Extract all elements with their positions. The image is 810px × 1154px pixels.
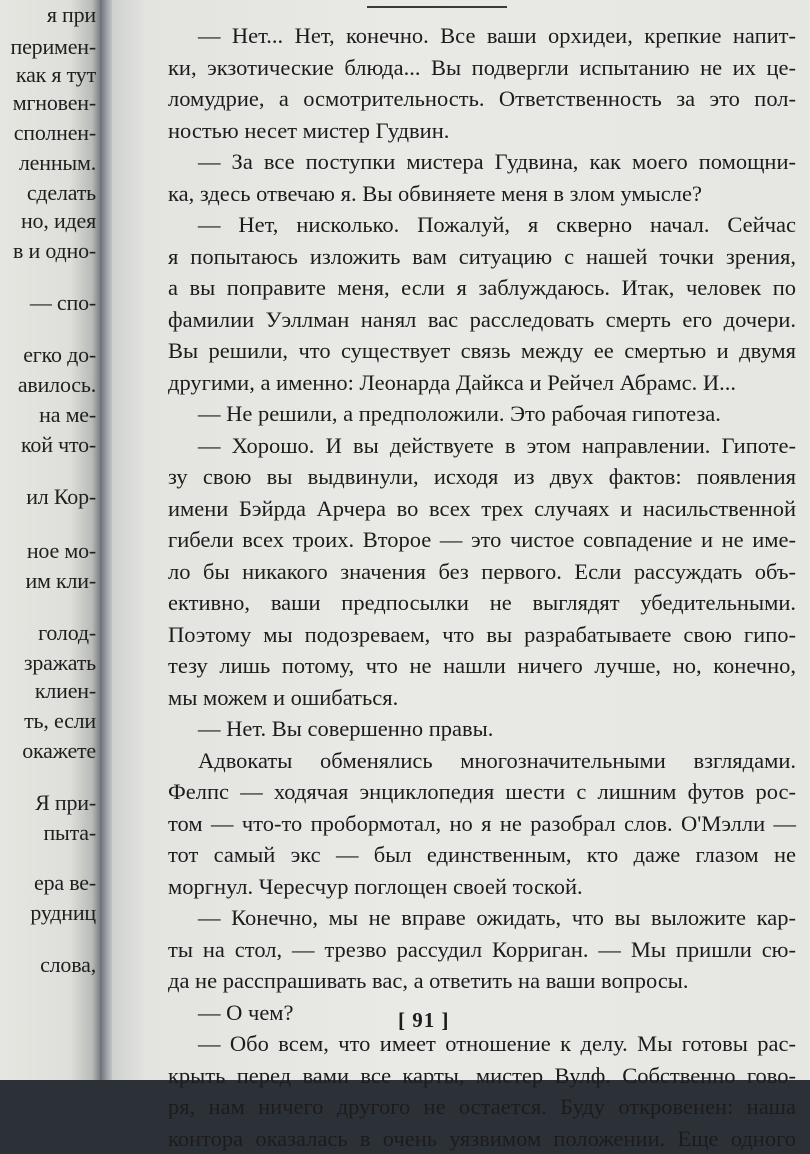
text-line: Поэтому мы подозреваем, что вы разрабатываете свою гипо- (168, 619, 796, 651)
text-line: ективно, ваши предпосылки не выглядят убедительными. (168, 587, 796, 619)
text-line: Вы решили, что существует связь между ее смертью и двумя (168, 335, 796, 367)
left-fragment: окажете (22, 738, 96, 764)
text-line: — Нет, нисколько. Пожалуй, я скверно начал. Сейчас (168, 209, 796, 241)
left-fragment: на ме- (39, 402, 96, 428)
left-fragment: ное мо- (27, 538, 96, 564)
text-line: фамилии Уэллман нанял вас расследовать смерть его дочери. (168, 304, 796, 336)
text-line: — Не решили, а предположили. Это рабочая гипотеза. (168, 398, 796, 430)
left-fragment: Я при- (35, 790, 96, 816)
left-fragment: сделать (27, 180, 96, 206)
text-line: контора оказалась в очень уязвимом положении. Еще одного (168, 1123, 796, 1154)
text-line: — Нет. Вы совершенно правы. (168, 713, 796, 745)
text-line: а вы поправите меня, если я заблуждаюсь. Итак, человек по (168, 272, 796, 304)
text-line: крыть перед вами все карты, мистер Вулф. Собственно гово- (168, 1060, 796, 1092)
text-line: — За все поступки мистера Гудвина, как моего помощни- (168, 146, 796, 178)
left-fragment: перимен- (11, 34, 97, 60)
left-fragment: ленным. (19, 150, 96, 176)
text-line: ты на стол, — трезво рассудил Корриган. — Мы пришли сю- (168, 934, 796, 966)
page-number: [ 91 ] (398, 1008, 450, 1033)
text-line: — Обо всем, что имеет отношение к делу. Мы готовы рас- (168, 1028, 796, 1060)
text-line: Адвокаты обменялись многозначительными взглядами. (168, 745, 796, 777)
text-line: ностью несет мистер Гудвин. (168, 115, 796, 147)
left-fragment: в и одно- (13, 238, 96, 264)
text-line: тот самый экс — был единственным, кто даже глазом не (168, 839, 796, 871)
left-fragment: пыта- (43, 820, 96, 846)
text-line: имени Бэйрда Арчера во всех трех случаях и насильственной (168, 493, 796, 525)
left-fragment: слова, (40, 952, 96, 978)
text-line: ломудрие, а осмотрительность. Ответственность за это пол- (168, 83, 796, 115)
right-page (112, 0, 810, 1080)
header-rule (367, 6, 507, 8)
text-line: да не расспрашивать вас, а ответить на ваши вопросы. (168, 965, 796, 997)
body-text (168, 20, 796, 1154)
text-line: зу свою вы выдвинули, исходя из двух фактов: появления (168, 461, 796, 493)
text-line: я попытаюсь изложить вам ситуацию с нашей точки зрения, (168, 241, 796, 273)
text-line: гибели всех троих. Второе — это чистое совпадение и не име- (168, 524, 796, 556)
text-line: ло бы никакого значения без первого. Если рассуждать объ- (168, 556, 796, 588)
text-line: ка, здесь отвечаю я. Вы обвиняете меня в злом умысле? (168, 178, 796, 210)
text-line: моргнул. Чересчур поглощен своей тоской. (168, 871, 796, 903)
left-fragment: мгновен- (13, 90, 96, 116)
text-line: — Хорошо. И вы действуете в этом направлении. Гипоте- (168, 430, 796, 462)
text-line: — Нет... Нет, конечно. Все ваши орхидеи, крепкие напит- (168, 20, 796, 52)
text-line: тезу лишь потому, что не нашли ничего лучше, но, конечно, (168, 650, 796, 682)
left-fragment: как я тут (16, 62, 96, 88)
left-fragment: авилось. (18, 372, 96, 398)
text-line: ря, нам ничего другого не остается. Буду откровенен: наша (168, 1091, 796, 1123)
text-line: ки, экзотические блюда... Вы подвергли испытанию не их це- (168, 52, 796, 84)
text-line: другими, а именно: Леонарда Дайкса и Рейчел Абрамс. И... (168, 367, 796, 399)
left-fragment: зражать (24, 650, 96, 676)
left-fragment: сполнен- (14, 120, 96, 146)
left-fragment: им кли- (25, 568, 96, 594)
left-fragment: ил Кор- (26, 484, 96, 510)
left-fragment: — спо- (30, 290, 96, 316)
left-fragment: кой что- (21, 432, 96, 458)
text-line: — Конечно, мы не вправе ожидать, что вы выложите кар- (168, 902, 796, 934)
left-fragment: рудниц (30, 900, 96, 926)
left-fragment: клиен- (35, 678, 96, 704)
left-fragment: егко до- (23, 342, 96, 368)
text-line: мы можем и ошибаться. (168, 682, 796, 714)
text-line: том — что-то пробормотал, но я не разобрал слов. О'Мэлли — (168, 808, 796, 840)
text-line: — О чем? (168, 997, 796, 1029)
left-fragment: ть, если (24, 708, 96, 734)
left-fragment: но, идея (21, 208, 96, 234)
text-line: Фелпс — ходячая энциклопедия шести с лишним футов рос- (168, 776, 796, 808)
left-fragment: я при (47, 2, 96, 28)
left-fragment: ера ве- (34, 870, 96, 896)
left-fragment: голод- (38, 620, 96, 646)
left-page-edge (0, 0, 100, 1080)
